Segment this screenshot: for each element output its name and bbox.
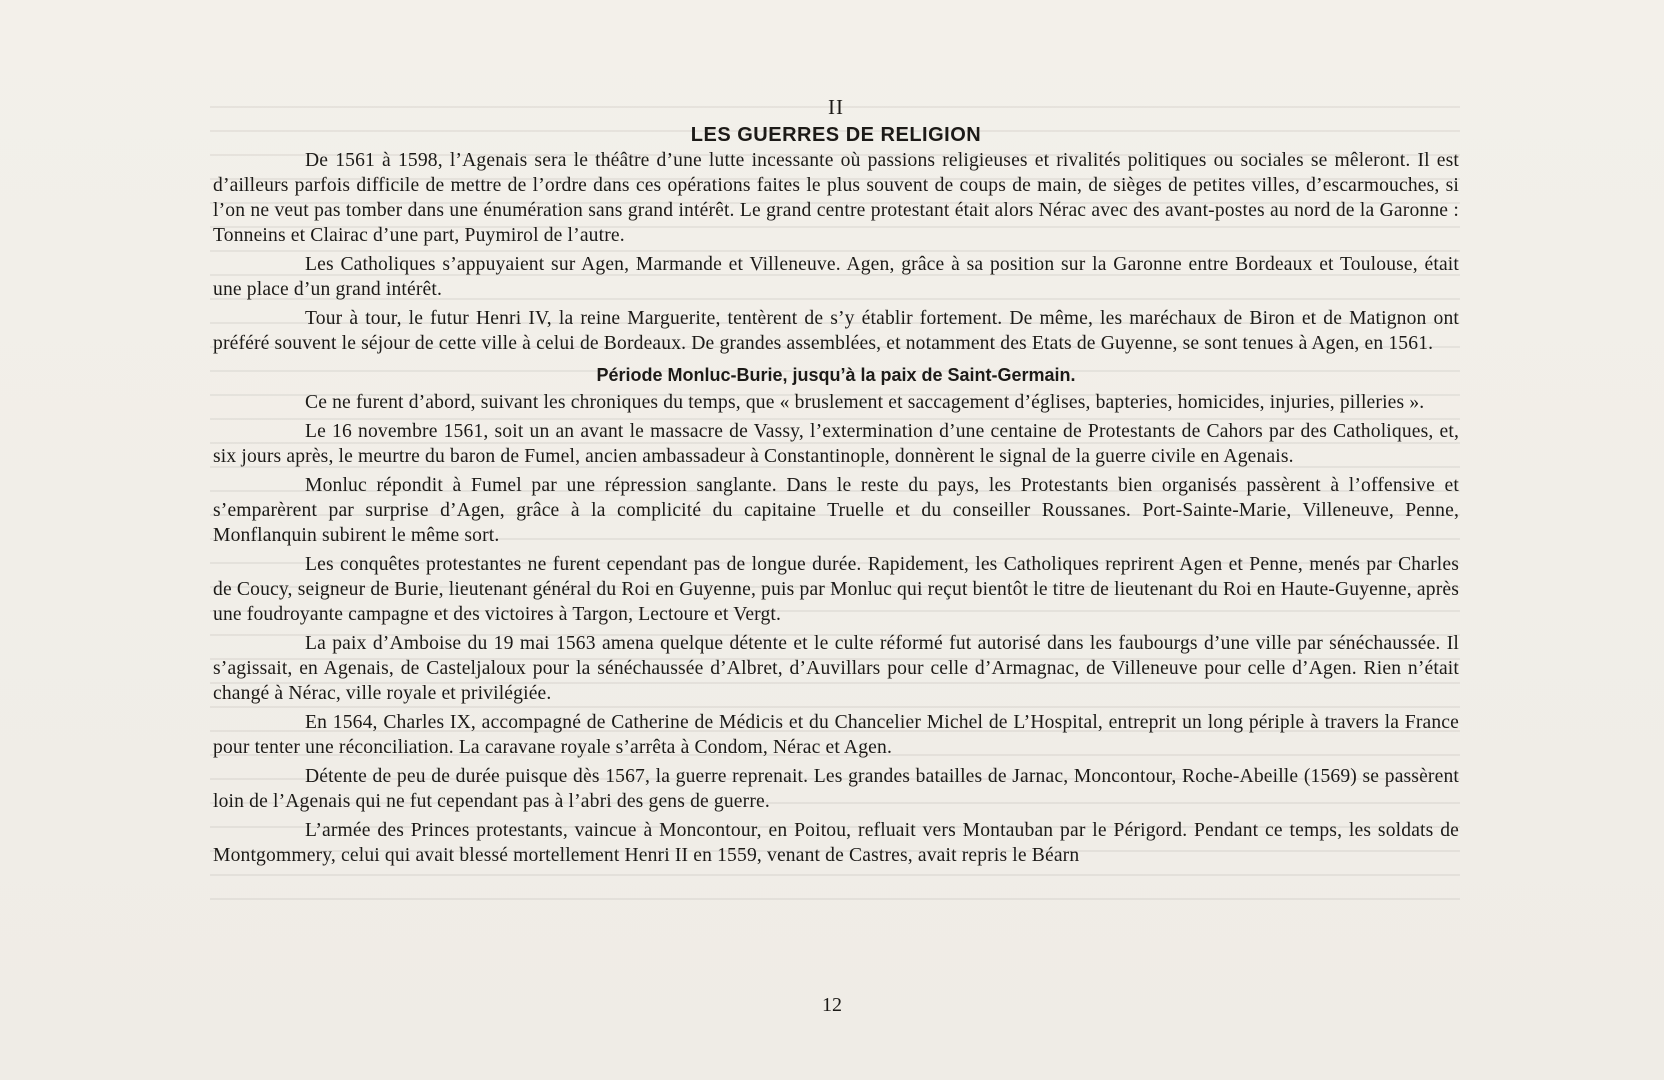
paragraph: Le 16 novembre 1561, soit un an avant le massacre de Vassy, l’extermination d’une centaine de Protestants de Cahors par des Catholiques, et, six jours après, le meurtre du baron de Fumel, ancien ambassadeur à Constantinople, donnèrent le signal de la guerre civile en Agenais. (213, 421, 1459, 467)
paragraph: Monluc répondit à Fumel par une répression sanglante. Dans le reste du pays, les Protestants bien organisés passèrent à l’offensive et s’emparèrent par surprise d’Agen, grâce à la complicité du capitaine Truelle et du conseiller Roussanes. Port-Sainte-Marie, Villeneuve, Penne, Monflanquin subirent le même sort. (213, 475, 1459, 546)
paragraph: Les conquêtes protestantes ne furent cependant pas de longue durée. Rapidement, les Catholiques reprirent Agen et Penne, menés par Charles de Coucy, seigneur de Burie, lieutenant général du Roi en Guyenne, puis par Monluc qui reçut bientôt le titre de lieutenant du Roi en Haute-Guyenne, après une foudroyante campagne et des victoires à Targon, Lectoure et Vergt. (213, 554, 1459, 625)
chapter-title: LES GUERRES DE RELIGION (690, 124, 982, 146)
chapter-number: II (828, 95, 844, 119)
paragraph: La paix d’Amboise du 19 mai 1563 amena quelque détente et le culte réformé fut autorisé dans les faubourgs d’une ville par sénéchaussée. Il s’agissait, en Agenais, de Casteljaloux pour la sénéchaussée d’Albret, d’Auvillars pour celle d’Armagnac, de Villeneuve pour celle d’Agen. Rien n’était changé à Nérac, ville royale et privilégiée. (213, 633, 1459, 704)
paragraph: L’armée des Princes protestants, vaincue à Moncontour, en Poitou, refluait vers Montauban par le Périgord. Pendant ce temps, les soldats de Montgommery, celui qui avait blessé mortellement Henri II en 1559, venant de Castres, avait repris le Béarn (213, 820, 1459, 866)
paragraph: Ce ne furent d’abord, suivant les chroniques du temps, que « bruslement et saccagement d’églises, bapteries, homicides, injuries, pilleries ». (305, 392, 1425, 413)
page-number: 12 (822, 994, 842, 1016)
paragraph: Les Catholiques s’appuyaient sur Agen, Marmande et Villeneuve. Agen, grâce à sa position sur la Garonne entre Bordeaux et Toulouse, était une place d’un grand intérêt. (213, 254, 1459, 300)
paragraph: En 1564, Charles IX, accompagné de Catherine de Médicis et du Chancelier Michel de L’Hospital, entreprit un long périple à travers la France pour tenter une réconciliation. La caravane royale s’arrêta à Condom, Nérac et Agen. (213, 712, 1459, 758)
paragraph: De 1561 à 1598, l’Agenais sera le théâtre d’une lutte incessante où passions religieuses et rivalités politiques ou sociales se mêleront. Il est d’ailleurs parfois difficile de mettre de l’ordre dans ces opérations faites le plus souvent de coups de main, de sièges de petites villes, d’escarmouches, si l’on ne veut pas tomber dans une énumération sans grand intérêt. Le grand centre protestant était alors Nérac avec des avant-postes au nord de la Garonne : Tonneins et Clairac d’une part, Puymirol de l’autre. (213, 150, 1459, 246)
text-block (213, 92, 1459, 872)
paragraph: Détente de peu de durée puisque dès 1567, la guerre reprenait. Les grandes batailles de Jarnac, Moncontour, Roche-Abeille (1569) se passèrent loin de l’Agenais qui ne fut cependant pas à l’abri des gens de guerre. (213, 766, 1459, 812)
section-title: Période Monluc-Burie, jusqu’à la paix de Saint-Germain. (596, 365, 1076, 385)
paragraph: Tour à tour, le futur Henri IV, la reine Marguerite, tentèrent de s’y établir fortement. De même, les maréchaux de Biron et de Matignon ont préféré souvent le séjour de cette ville à celui de Bordeaux. De grandes assemblées, et notamment des Etats de Guyenne, se sont tenues à Agen, en 1561. (213, 308, 1459, 354)
